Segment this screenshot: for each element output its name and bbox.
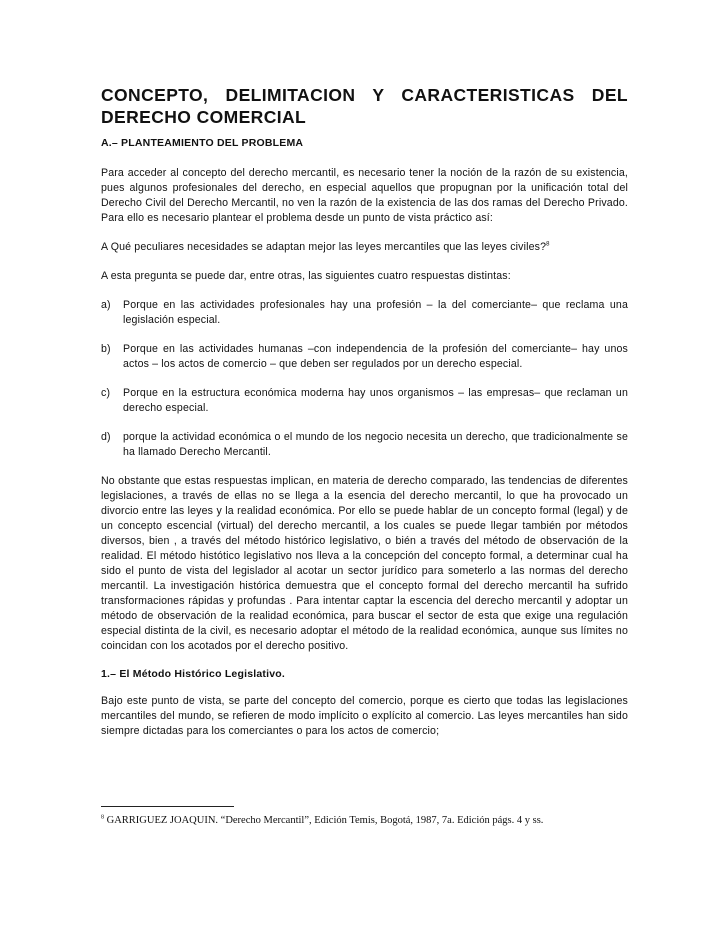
list-item-a bbox=[101, 298, 628, 328]
list-item-text: Porque en las actividades profesionales hay una profesión – la del comerciante– que reclama una legislación especial. bbox=[123, 299, 628, 326]
list-item-c bbox=[101, 386, 628, 416]
list-item-d bbox=[101, 430, 628, 460]
paragraph-methods: No obstante que estas respuestas implican, en materia de derecho comparado, las tendencias de diferentes legislaciones, a través de ellas no se llega a la esencia del derecho mercantil, lo que ha provocado un divorcio entre las leyes y la realidad económica. Por ello se puede hablar de un concepto formal (legal) y de un concepto escencial (virtual) del derecho mercantil, a los cuales se puede llegar también por métodos diversos, bien , a través del método histórico legislativo, o bién a través del método de observación de la realidad. El método histótico legislativo nos lleva a la concepción del concepto formal, a determinar cual ha sido el punto de vista del legislador al acotar un sector jurídico para someterlo a las normas del derecho mercantil. La investigación histórica demuestra que el concepto formal del derecho mercantil ha sufrido transformaciones rápidas y profundas . Para intentar captar la escencia del derecho mercantil y adoptar un método de observación de la realidad económica, para buscar el sector de esta que exige una regulación especial distinta de la civil, es necesario adoptar el método de la realidad económica, aunque sus límites no coincidan con los acotados por el derecho positivo. bbox=[101, 475, 628, 652]
section-a-heading: A.– PLANTEAMIENTO DEL PROBLEMA bbox=[101, 137, 304, 149]
section-1-heading: 1.– El Método Histórico Legislativo. bbox=[101, 668, 285, 680]
paragraph-historical: Bajo este punto de vista, se parte del concepto del comercio, porque es cierto que todas las legislaciones mercantiles del mundo, se refieren de modo implícito o explícito al comercio. Las leyes mercantiles han sido siempre dictadas para los comerciantes o para los actos de comercio; bbox=[101, 695, 628, 737]
list-item-b bbox=[101, 342, 628, 372]
footnote-ref: 8 bbox=[546, 241, 550, 248]
list-item-text: Porque en la estructura económica moderna hay unos organismos – las empresas– que reclaman un derecho especial. bbox=[123, 387, 628, 414]
list-marker: c) bbox=[101, 387, 111, 399]
document-title: CONCEPTO, DELIMITACION Y CARACTERISTICAS DEL DERECHO COMERCIAL bbox=[101, 85, 628, 127]
list-marker: a) bbox=[101, 299, 111, 311]
question-paragraph bbox=[101, 240, 628, 255]
footnote-text: GARRIGUEZ JOAQUIN. “Derecho Mercantil”, Edición Temis, Bogotá, 1987, 7a. Edición págs. 4 y ss. bbox=[106, 815, 544, 826]
list-item-text: Porque en las actividades humanas –con independencia de la profesión del comerciante– hay unos actos – los actos de comercio – que deben ser regulados por un derecho especial. bbox=[123, 343, 628, 370]
answers-intro: A esta pregunta se puede dar, entre otras, las siguientes cuatro respuestas distintas: bbox=[101, 270, 511, 282]
list-marker: d) bbox=[101, 431, 111, 443]
list-marker: b) bbox=[101, 343, 111, 355]
footnote-divider bbox=[101, 806, 234, 807]
document-page bbox=[101, 84, 628, 739]
list-item-text: porque la actividad económica o el mundo de los negocio necesita un derecho, que tradicionalmente se ha llamado Derecho Mercantil. bbox=[123, 431, 628, 458]
question-text: A Qué peculiares necesidades se adaptan mejor las leyes mercantiles que las leyes civiles? bbox=[101, 241, 547, 253]
footnote bbox=[101, 815, 641, 826]
footnote-marker: 8 bbox=[101, 814, 104, 821]
paragraph-intro: Para acceder al concepto del derecho mercantil, es necesario tener la noción de la razón de su existencia, pues algunos profesionales del derecho, en especial aquellos que propugnan por la unificación total del Derecho Civil del Derecho Mercantil, no ven la razón de la existencia de las dos ramas del Derecho Privado. Para ello es necesario plantear el problema desde un punto de vista práctico así: bbox=[101, 167, 628, 224]
